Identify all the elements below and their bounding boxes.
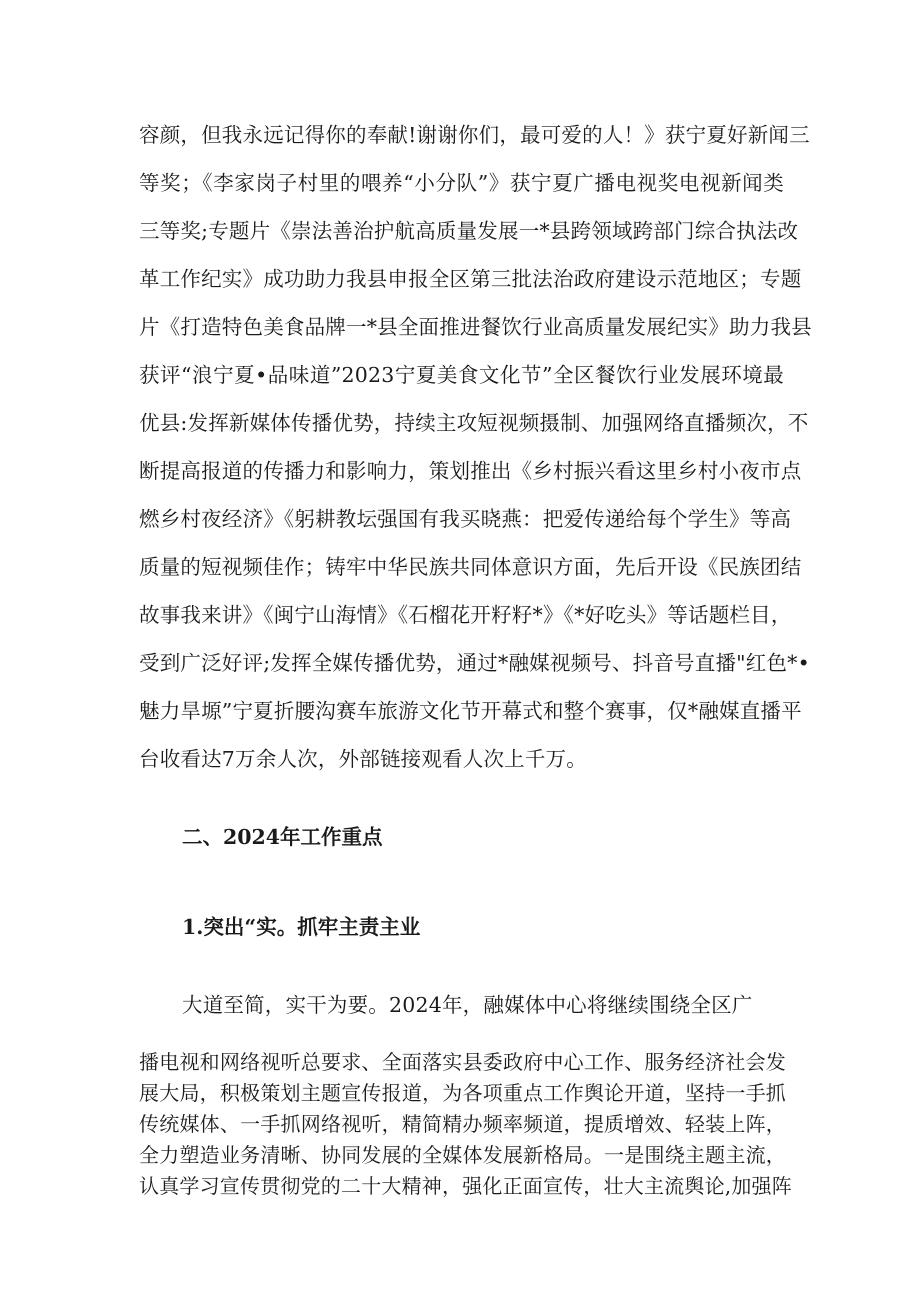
paragraph-line: 魅力旱塬”宁夏折腰沟赛车旅游文化节开幕式和整个赛事，仅*融媒直播平 [139, 699, 802, 723]
paragraph-line: 容颜，但我永远记得你的奉献!谢谢你们，最可爱的人！》获宁夏好新闻三 [139, 123, 810, 147]
paragraph-line: 片《打造特色美食品牌一*县全面推进餐饮行业高质量发展纪实》助力我县 [139, 315, 812, 339]
paragraph-line: 三等奖;专题片《崇法善治护航高质量发展一*县跨领域跨部门综合执法改 [139, 219, 799, 243]
section-heading: 二、2024年工作重点 [182, 825, 383, 849]
paragraph-line: 展大局，积极策划主题宣传报道，为各项重点工作舆论开道，坚持一手抓 [139, 1081, 786, 1105]
paragraph-line: 受到广泛好评;发挥全媒传播优势，通过*融媒视频号、抖音号直播"红色*• [139, 651, 810, 675]
subsection-heading: 1.突出“实。抓牢主责主业 [182, 915, 421, 939]
paragraph-line: 播电视和网络视听总要求、全面落实县委政府中心工作、服务经济社会发 [139, 1050, 786, 1074]
paragraph-line: 优县:发挥新媒体传播优势，持续主攻短视频摄制、加强网络直播频次，不 [139, 411, 809, 435]
paragraph-line: 故事我来讲》《闽宁山海情》《石榴花开籽籽*》《*好吃头》等话题栏目， [139, 603, 792, 627]
paragraph-line: 断提高报道的传播力和影响力，策划推出《乡村振兴看这里乡村小夜市点 [139, 459, 802, 483]
paragraph-line: 燃乡村夜经济》《躬耕教坛强国有我买晓燕：把爱传递给每个学生》等高 [139, 507, 792, 531]
paragraph-line: 台收看达7万余人次，外部链接观看人次上千万。 [139, 747, 587, 771]
paragraph-line: 传统媒体、一手抓网络视听，精简精办频率频道，提质增效、轻装上阵， [139, 1112, 786, 1136]
paragraph-line: 等奖；《李家岗子村里的喂养“小分队”》获宁夏广播电视奖电视新闻类 [139, 171, 784, 195]
paragraph-line: 认真学习宣传贯彻党的二十大精神，强化正面宣传，壮大主流舆论,加强阵 [139, 1174, 792, 1198]
paragraph-line: 全力塑造业务清晰、协同发展的全媒体发展新格局。一是围绕主题主流， [139, 1143, 786, 1167]
paragraph-line: 质量的短视频佳作；铸牢中华民族共同体意识方面，先后开设《民族团结 [139, 555, 802, 579]
paragraph-line: 革工作纪实》成功助力我县申报全区第三批法治政府建设示范地区；专题 [139, 267, 802, 291]
paragraph-line: 获评“浪宁夏•品味道”2023宁夏美食文化节”全区餐饮行业发展环境最 [139, 363, 784, 387]
paragraph-line-first: 大道至简，实干为要。2024年，融媒体中心将继续围绕全区广 [182, 993, 753, 1017]
